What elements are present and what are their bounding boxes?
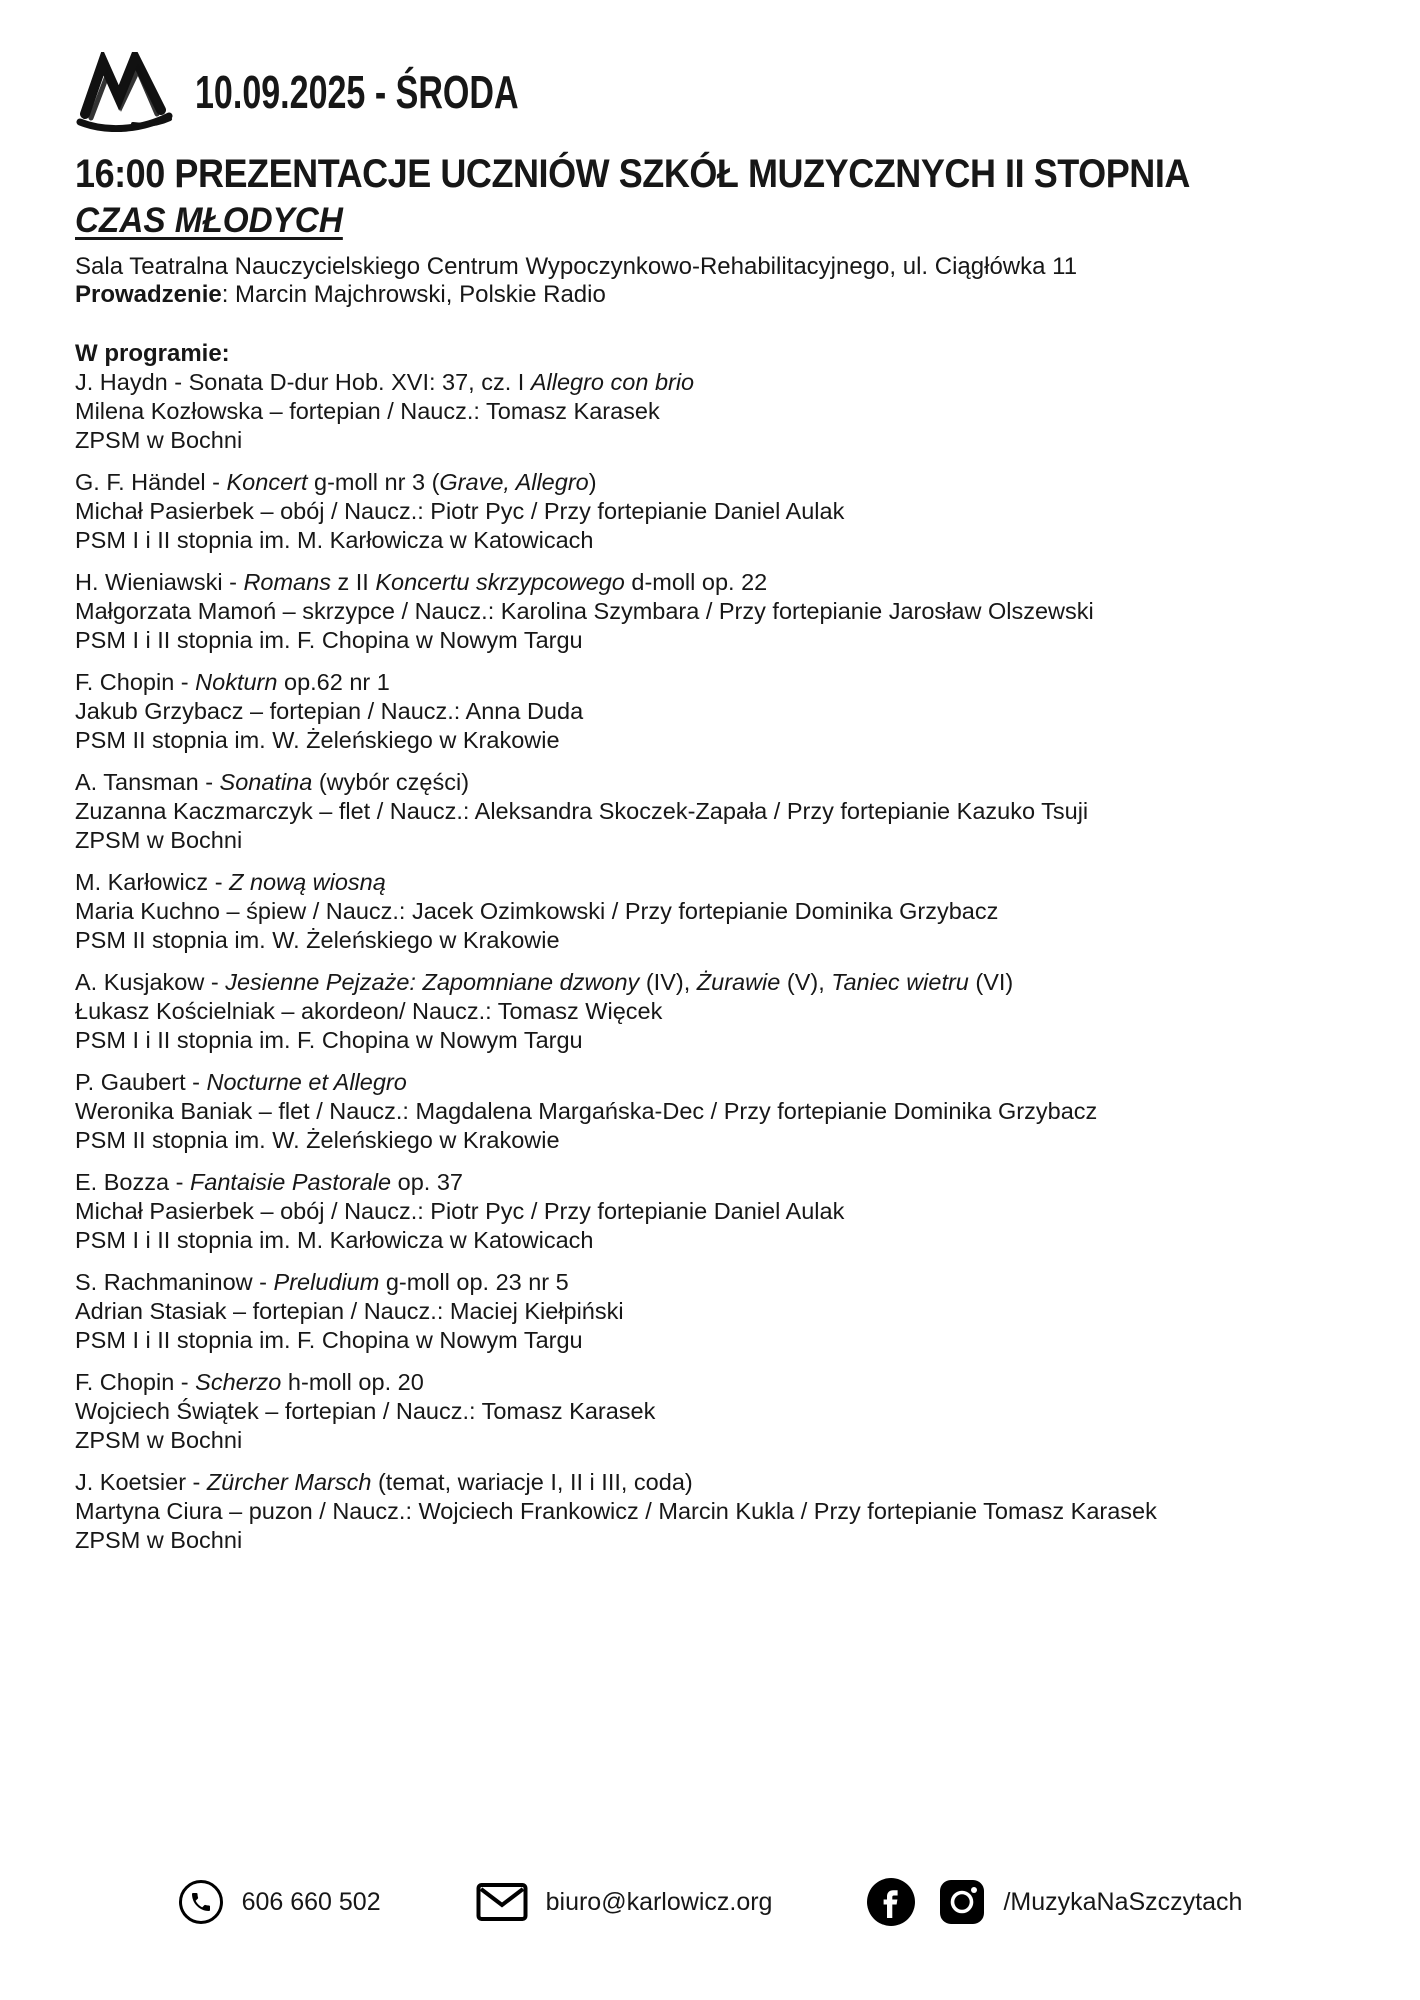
program-entry xyxy=(75,1468,1360,1555)
program-entry xyxy=(75,1368,1360,1455)
festival-logo-icon xyxy=(75,52,175,132)
host-line xyxy=(75,281,1360,309)
phone-number: 606 660 502 xyxy=(241,1887,381,1916)
contact-footer xyxy=(0,1878,1420,1926)
program-entry xyxy=(75,1168,1360,1255)
phone-icon xyxy=(178,1879,224,1925)
piece-line: H. Wieniawski - Romans z II Koncertu skrzypcowego d-moll op. 22 xyxy=(75,569,768,595)
piece-line: P. Gaubert - Nocturne et Allegro xyxy=(75,1069,407,1095)
program-entries xyxy=(75,368,1360,1555)
host-value: : Marcin Majchrowski, Polskie Radio xyxy=(221,281,606,308)
program-entry xyxy=(75,568,1360,655)
piece-line: A. Kusjakow - Jesienne Pejzaże: Zapomniane dzwony (IV), Żurawie (V), Taniec wietru (VI) xyxy=(75,969,1014,995)
email-address: biuro@karlowicz.org xyxy=(545,1887,773,1916)
performer-line: Michał Pasierbek – obój / Naucz.: Piotr Pyc / Przy fortepianie Daniel Aulak xyxy=(75,498,845,524)
performer-line: Weronika Baniak – flet / Naucz.: Magdalena Margańska-Dec / Przy fortepianie Dominika Grzybacz xyxy=(75,1098,1098,1124)
performer-line: Zuzanna Kaczmarczyk – flet / Naucz.: Aleksandra Skoczek-Zapała / Przy fortepianie Kazuko Tsuji xyxy=(75,798,1089,824)
performer-line: Adrian Stasiak – fortepian / Naucz.: Maciej Kiełpiński xyxy=(75,1298,624,1324)
performer-line: Wojciech Świątek – fortepian / Naucz.: Tomasz Karasek xyxy=(75,1398,656,1424)
school-line: PSM I i II stopnia im. F. Chopina w Nowym Targu xyxy=(75,627,583,653)
piece-line: M. Karłowicz - Z nową wiosną xyxy=(75,869,386,895)
school-line: ZPSM w Bochni xyxy=(75,1527,243,1553)
school-line: PSM I i II stopnia im. M. Karłowicza w Katowicach xyxy=(75,1227,594,1253)
school-line: PSM I i II stopnia im. F. Chopina w Nowym Targu xyxy=(75,1027,583,1053)
program-entry xyxy=(75,1268,1360,1355)
school-line: ZPSM w Bochni xyxy=(75,827,243,853)
performer-line: Milena Kozłowska – fortepian / Naucz.: Tomasz Karasek xyxy=(75,398,660,424)
piece-line: J. Koetsier - Zürcher Marsch (temat, wariacje I, II i III, coda) xyxy=(75,1469,693,1495)
school-line: PSM II stopnia im. W. Żeleńskiego w Krakowie xyxy=(75,927,560,953)
performer-line: Łukasz Kościelniak – akordeon/ Naucz.: Tomasz Więcek xyxy=(75,998,663,1024)
school-line: PSM I i II stopnia im. M. Karłowicza w Katowicach xyxy=(75,527,594,553)
school-line: ZPSM w Bochni xyxy=(75,1427,243,1453)
program-heading: W programie: xyxy=(75,340,230,367)
facebook-icon xyxy=(867,1878,915,1926)
program-entry xyxy=(75,768,1360,855)
program-entry xyxy=(75,968,1360,1055)
host-label: Prowadzenie xyxy=(75,281,222,308)
piece-line: G. F. Händel - Koncert g-moll nr 3 (Grave, Allegro) xyxy=(75,469,597,495)
program-entry xyxy=(75,868,1360,955)
instagram-icon xyxy=(939,1879,985,1925)
social-icons xyxy=(867,1878,985,1926)
program-entry xyxy=(75,468,1360,555)
school-line: ZPSM w Bochni xyxy=(75,427,243,453)
piece-line: A. Tansman - Sonatina (wybór części) xyxy=(75,769,470,795)
program-section xyxy=(75,339,1360,1555)
brand-row xyxy=(75,52,1360,132)
piece-line: J. Haydn - Sonata D-dur Hob. XVI: 37, cz. I Allegro con brio xyxy=(75,369,695,395)
program-entry xyxy=(75,668,1360,755)
school-line: PSM I i II stopnia im. F. Chopina w Nowym Targu xyxy=(75,1327,583,1353)
program-entry xyxy=(75,368,1360,455)
social-contact xyxy=(867,1878,1242,1926)
school-line: PSM II stopnia im. W. Żeleńskiego w Krakowie xyxy=(75,1127,560,1153)
envelope-icon xyxy=(476,1882,528,1922)
piece-line: F. Chopin - Scherzo h-moll op. 20 xyxy=(75,1369,424,1395)
page-header xyxy=(75,52,1360,309)
performer-line: Małgorzata Mamoń – skrzypce / Naucz.: Karolina Szymbara / Przy fortepianie Jarosław Olszewski xyxy=(75,598,1094,624)
phone-contact xyxy=(178,1879,381,1925)
piece-line: F. Chopin - Nokturn op.62 nr 1 xyxy=(75,669,390,695)
event-subtitle: CZAS MŁODYCH xyxy=(75,201,343,240)
performer-line: Martyna Ciura – puzon / Naucz.: Wojciech Frankowicz / Marcin Kukla / Przy fortepianie Tomasz Karasek xyxy=(75,1498,1157,1524)
performer-line: Michał Pasierbek – obój / Naucz.: Piotr Pyc / Przy fortepianie Daniel Aulak xyxy=(75,1198,845,1224)
performer-line: Jakub Grzybacz – fortepian / Naucz.: Anna Duda xyxy=(75,698,584,724)
social-handle: /MuzykaNaSzczytach xyxy=(1003,1887,1243,1916)
email-contact xyxy=(476,1882,773,1922)
event-date: 10.09.2025 - ŚRODA xyxy=(195,66,519,118)
event-title: 16:00 PREZENTACJE UCZNIÓW SZKÓŁ MUZYCZNYCH II STOPNIA xyxy=(75,152,1190,196)
performer-line: Maria Kuchno – śpiew / Naucz.: Jacek Ozimkowski / Przy fortepianie Dominika Grzybacz xyxy=(75,898,999,924)
piece-line: S. Rachmaninow - Preludium g-moll op. 23 nr 5 xyxy=(75,1269,569,1295)
program-entry xyxy=(75,1068,1360,1155)
school-line: PSM II stopnia im. W. Żeleńskiego w Krakowie xyxy=(75,727,560,753)
venue-line: Sala Teatralna Nauczycielskiego Centrum Wypoczynkowo-Rehabilitacyjnego, ul. Ciągłówka 11 xyxy=(75,253,1078,280)
piece-line: E. Bozza - Fantaisie Pastorale op. 37 xyxy=(75,1169,463,1195)
